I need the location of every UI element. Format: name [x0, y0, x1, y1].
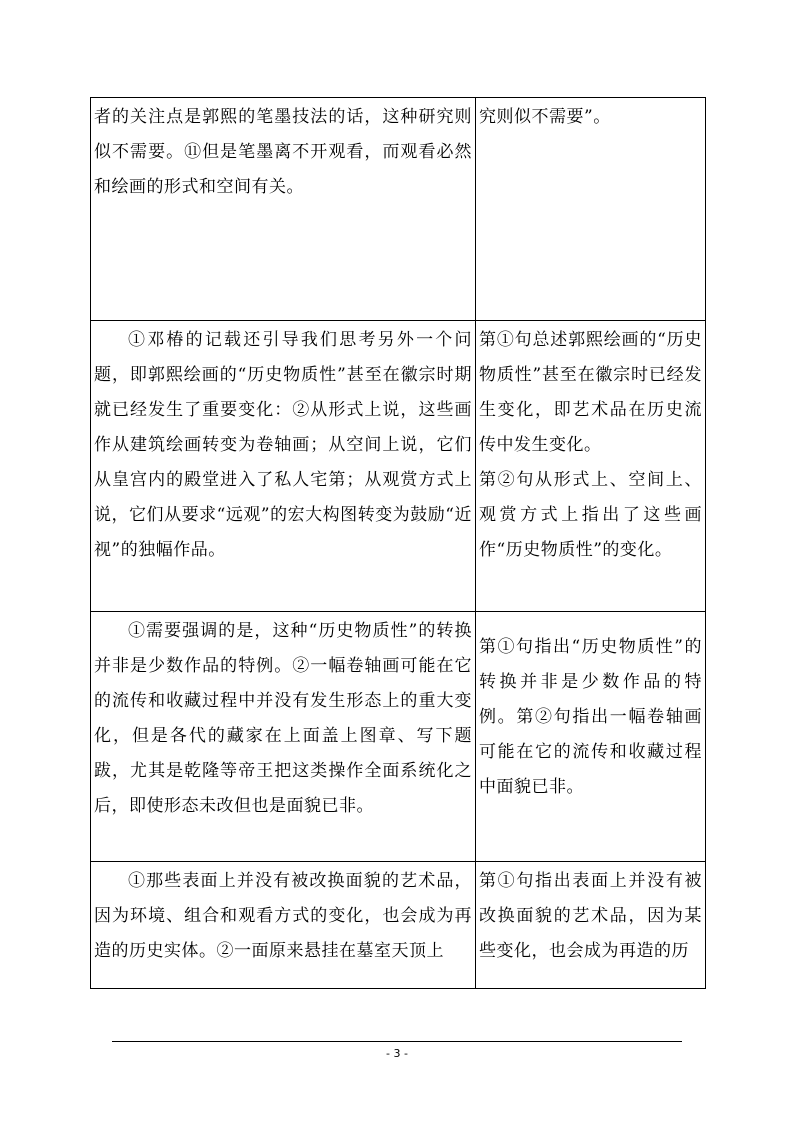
- analysis-table: [90, 97, 706, 989]
- analysis-paragraph: 第①句指出“历史物质性”的转换并非是少数作品的特例。第②句指出一幅卷轴画可能在它的流传和收藏过程中面貌已非。: [479, 637, 702, 797]
- analysis-paragraph: 第②句从形式上、空间上、观赏方式上指出了这些画作“历史物质性”的变化。: [479, 470, 702, 560]
- table-row: [91, 862, 706, 989]
- footer-divider: [112, 1041, 682, 1042]
- source-paragraph: ①邓椿的记载还引导我们思考另外一个问题，即郭熙绘画的“历史物质性”甚至在徽宗时期就已经发生了重要变化：②从形式上说，这些画作从建筑绘画转变为卷轴画；从空间上说，它们从皇宫内的殿堂进入了私人宅第；从观赏方式上说，它们从要求“远观”的宏大构图转变为鼓励“近视”的独幅作品。: [94, 330, 472, 560]
- source-text-cell: [91, 612, 476, 862]
- source-text-cell: [91, 98, 476, 321]
- analysis-cell: [476, 98, 706, 321]
- analysis-cell: [476, 612, 706, 862]
- source-text-cell: [91, 321, 476, 612]
- analysis-cell: [476, 321, 706, 612]
- source-paragraph: ①那些表面上并没有被改换面貌的艺术品，因为环境、组合和观看方式的变化，也会成为再造的历史实体。②一面原来悬挂在墓室天顶上: [94, 871, 472, 961]
- page-number: - 3 -: [386, 1047, 408, 1060]
- table-row: [91, 98, 706, 321]
- analysis-paragraph: 第①句总述郭熙绘画的“历史物质性”甚至在徽宗时已经发生变化，即艺术品在历史流传中发生变化。: [479, 330, 702, 455]
- source-text-cell: [91, 862, 476, 989]
- analysis-paragraph: 究则似不需要”。: [479, 107, 611, 127]
- analysis-paragraph: 第①句指出表面上并没有被改换面貌的艺术品，因为某些变化，也会成为再造的历: [479, 871, 702, 961]
- source-paragraph: ①需要强调的是，这种“历史物质性”的转换并非是少数作品的特例。②一幅卷轴画可能在它的流传和收藏过程中并没有发生形态上的重大变化，但是各代的藏家在上面盖上图章、写下题跋，尤其是乾隆等帝王把这类操作全面系统化之后，即使形态未改但也是面貌已非。: [94, 621, 472, 816]
- analysis-cell: [476, 862, 706, 989]
- source-paragraph: 者的关注点是郭熙的笔墨技法的话，这种研究则似不需要。⑪但是笔墨离不开观看，而观看必然和绘画的形式和空间有关。: [94, 107, 472, 197]
- table-row: [91, 321, 706, 612]
- table-row: [91, 612, 706, 862]
